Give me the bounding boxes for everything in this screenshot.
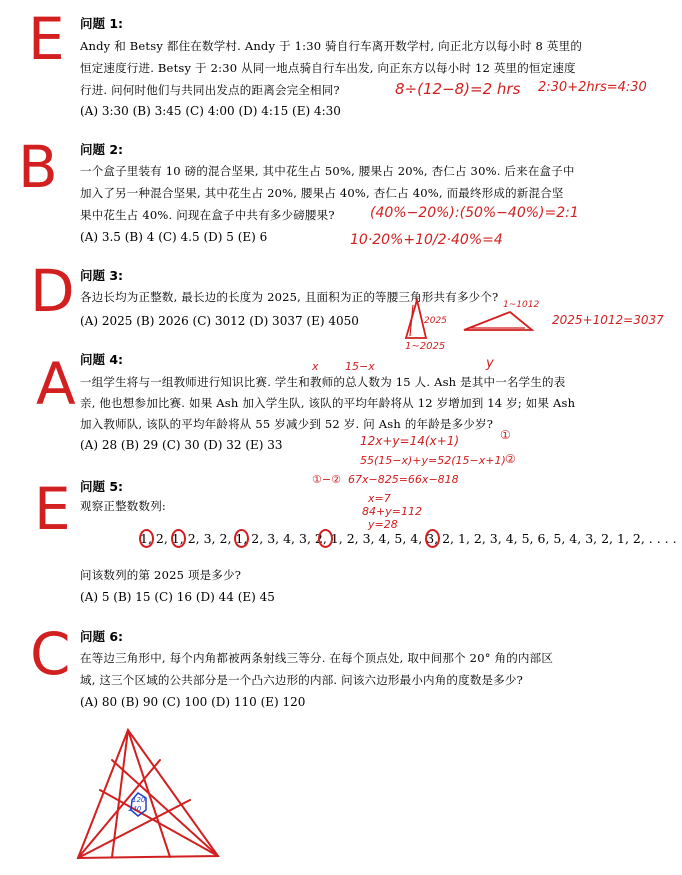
- problem-6-choices: (A) 80 (B) 90 (C) 100 (D) 110 (E) 120: [80, 695, 306, 709]
- answer-letter-1: E: [28, 5, 65, 73]
- problem-3-choices: (A) 2025 (B) 2026 (C) 3012 (D) 3037 (E) 4050: [80, 314, 359, 328]
- problem-4-note-15-x: 15−x: [345, 360, 375, 373]
- problem-1-line-3: 行进. 问何时他们与共同出发点的距离会完全相同?: [80, 83, 340, 97]
- problem-4-note-eq4: 84+y=112: [362, 505, 422, 518]
- problem-4-note-sub: ①−②: [312, 473, 341, 486]
- answer-letter-5: E: [34, 475, 71, 543]
- problem-4-line-3: 加入教师队, 该队的平均年龄将从 55 岁减少到 52 岁. 问 Ash 的年龄是多少岁?: [80, 417, 494, 431]
- problem-2-note-1: (40%−20%):(50%−40%)=2:1: [370, 205, 579, 221]
- problem-5-intro: 观察正整数数列:: [80, 499, 166, 513]
- problem-4-title: 问题 4:: [80, 352, 124, 367]
- problem-6-note-120: 120: [132, 796, 146, 804]
- problem-5-sequence: 1, 2, 1, 2, 3, 2, 1, 2, 3, 4, 3, 2, 1, 2, 3, 4, 5, 4, 3, 2, 1, 2, 3, 4, 5, 6, 5, 4, 3, 2, 1, 2, . . . .: [140, 531, 677, 546]
- problem-5-question: 问该数列的第 2025 项是多少?: [80, 568, 242, 582]
- problem-4-note-x: x: [312, 360, 319, 373]
- problem-2-line-3: 果中花生占 40%. 问现在盒子中共有多少磅腰果?: [80, 208, 335, 222]
- answer-letter-2: B: [18, 133, 58, 201]
- problem-4-line-1: 一组学生将与一组教师进行知识比赛. 学生和教师的总人数为 15 人. Ash 是其中一名学生的表: [80, 375, 566, 389]
- problem-4-note-x7: x=7: [368, 492, 391, 505]
- problem-1-line-2: 恒定速度行进. Betsy 于 2:30 从同一地点骑自行车出发, 向正东方以每小时 12 英里的恒定速度: [80, 61, 576, 75]
- problem-3-note-3: 1~1012: [503, 300, 540, 310]
- problem-1-note-2: 2:30+2hrs=4:30: [538, 80, 647, 95]
- problem-3-line-1: 各边长均为正整数, 最长边的长度为 2025, 且面积为正的等腰三角形共有多少个?: [80, 290, 499, 304]
- problem-5-circle-4: [318, 529, 333, 548]
- problem-6-note-140: 140: [128, 805, 142, 813]
- answer-letter-6: C: [30, 620, 71, 688]
- problem-3-title: 问题 3:: [80, 268, 124, 283]
- problem-2-line-2: 加入了另一种混合坚果, 其中花生占 20%, 腰果占 40%, 杏仁占 40%, 而最终形成的新混合坚: [80, 186, 564, 200]
- problem-2-title: 问题 2:: [80, 142, 124, 157]
- problem-4-note-eq2: 55(15−x)+y=52(15−x+1): [360, 454, 506, 467]
- problem-1-title: 问题 1:: [80, 16, 124, 31]
- problem-1-line-1: Andy 和 Betsy 都住在数学村. Andy 于 1:30 骑自行车离开数学村, 向正北方以每小时 8 英里的: [80, 39, 583, 53]
- problem-4-note-mark1: ①: [500, 428, 511, 442]
- problem-6-line-2: 域, 这三个区域的公共部分是一个凸六边形的内部. 问该六边形最小内角的度数是多少?: [80, 673, 523, 687]
- problem-2-note-2: 10·20%+10/2·40%=4: [350, 232, 503, 248]
- problem-4-note-mark2: ②: [505, 452, 516, 466]
- problem-1-choices: (A) 3:30 (B) 3:45 (C) 4:00 (D) 4:15 (E) 4:30: [80, 104, 341, 118]
- problem-5-circle-5: [425, 529, 440, 548]
- problem-4-note-eq1: 12x+y=14(x+1): [360, 434, 460, 448]
- problem-6-title: 问题 6:: [80, 629, 124, 644]
- problem-2-line-1: 一个盒子里装有 10 磅的混合坚果, 其中花生占 50%, 腰果占 20%, 杏仁占 30%. 后来在盒子中: [80, 164, 575, 178]
- problem-5-circle-3: [234, 529, 249, 548]
- problem-5-choices: (A) 5 (B) 15 (C) 16 (D) 44 (E) 45: [80, 590, 275, 604]
- problem-4-note-y28: y=28: [368, 518, 398, 531]
- problem-4-note-y: y: [486, 356, 494, 371]
- problem-3-note-2: 1~2025: [405, 341, 446, 352]
- answer-letter-3: D: [30, 257, 75, 325]
- problem-5-title: 问题 5:: [80, 479, 124, 494]
- problem-4-note-eq3: 67x−825=66x−818: [348, 473, 459, 486]
- problem-3-note-1: 2025: [424, 316, 447, 326]
- problem-2-choices: (A) 3.5 (B) 4 (C) 4.5 (D) 5 (E) 6: [80, 230, 268, 244]
- problem-1-note-1: 8÷(12−8)=2 hrs: [395, 80, 521, 98]
- problem-5-circle-1: [139, 529, 154, 548]
- problem-4-line-2: 亲, 他也想参加比赛. 如果 Ash 加入学生队, 该队的平均年龄将从 12 岁增加到 14 岁; 如果 Ash: [80, 396, 576, 410]
- answer-letter-4: A: [36, 350, 76, 418]
- problem-6-line-1: 在等边三角形中, 每个内角都被两条射线三等分. 在每个顶点处, 取中间那个 20° 角的内部区: [80, 651, 554, 665]
- problem-5-circle-2: [171, 529, 186, 548]
- problem-3-note-4: 2025+1012=3037: [552, 313, 664, 327]
- problem-4-choices: (A) 28 (B) 29 (C) 30 (D) 32 (E) 33: [80, 438, 283, 452]
